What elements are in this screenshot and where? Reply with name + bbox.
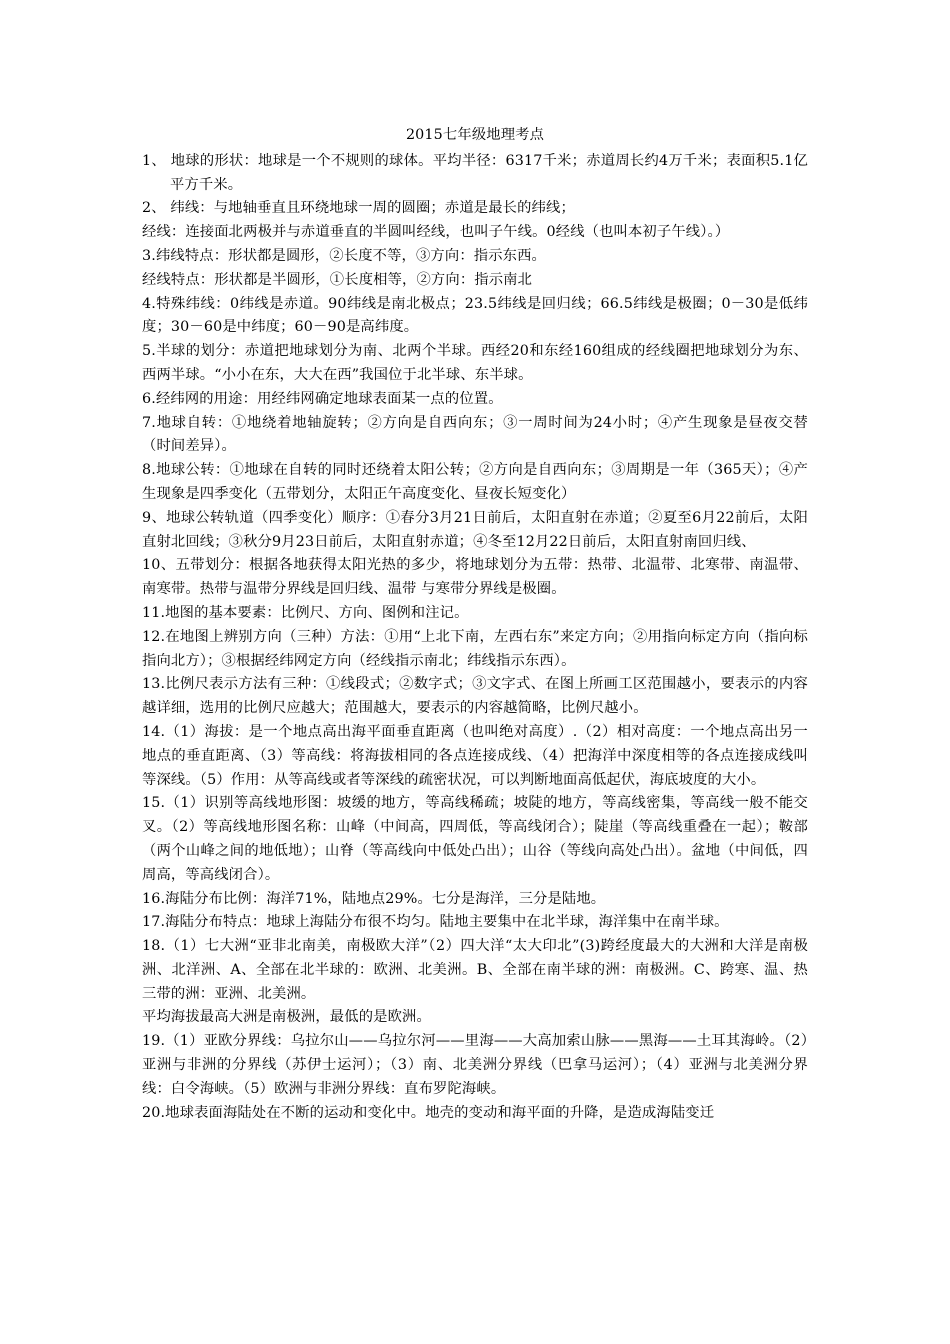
paragraph-5: 经线特点：形状都是半圆形，①长度相等，②方向：指示南北 <box>142 271 533 288</box>
paragraph-7: 5.半球的划分：赤道把地球划分为南、北两个半球。西经20和东经160组成的经线圈把地球划分为东、西两半球。“小小在东，大大在西”我国位于北半球、东半球。 <box>142 343 808 383</box>
paragraph-21: 平均海拔最高大洲是南极洲，最低的是欧洲。 <box>142 1009 431 1026</box>
document-page <box>142 124 808 1125</box>
paragraph-9: 7.地球自转：①地绕着地轴旋转；②方向是自西向东；③一周时间为24小时；④产生现象是昼夜交替（时间差异）。 <box>142 414 808 455</box>
paragraph-6: 4.特殊纬线：0纬线是赤道。90纬线是南北极点；23.5纬线是回归线；66.5纬线是极圈；0－30是低纬度；30－60是中纬度；60－90是高纬度。 <box>142 295 808 336</box>
paragraph-8: 6.经纬网的用途：用经纬网确定地球表面某一点的位置。 <box>142 390 503 407</box>
paragraph-10: 8.地球公转：①地球在自转的同时还绕着太阳公转；②方向是自西向东；③周期是一年（365天）；④产生现象是四季变化（五带划分，太阳正午高度变化、昼夜长短变化） <box>142 462 808 502</box>
paragraph-12: 10、五带划分：根据各地获得太阳光热的多少，将地球划分为五带：热带、北温带、北寒带、南温带、南寒带。热带与温带分界线是回归线、温带 与寒带分界线是极圈。 <box>142 557 808 598</box>
paragraph-23: 20.地球表面海陆处在不断的运动和变化中。地壳的变动和海平面的升降，是造成海陆变迁 <box>142 1104 715 1121</box>
paragraph-11: 9、地球公转轨道（四季变化）顺序：①春分3月21日前后，太阳直射在赤道；②夏至6月22前后，太阳直射北回线；③秋分9月23日前后，太阳直射赤道；④冬至12月22日前后，太阳直射南回归线、 <box>142 509 808 550</box>
paragraph-20: 18.（1）七大洲“亚非北南美，南极欧大洋”（2）四大洋“太大印北”(3)跨经度最大的大洲和大洋是南极洲、北洋洲、A、全部在北半球的：欧洲、北美洲。B、全部在南半球的洲：南极洲。C、跨寒、温、热三带的洲：亚洲、北美洲。 <box>142 938 808 1002</box>
paragraph-2: 2、 纬线：与地轴垂直且环绕地球一周的圆圈；赤道是最长的纬线； <box>142 200 575 217</box>
paragraph-1: 1、 地球的形状：地球是一个不规则的球体。平均半径：6317千米；赤道周长约4万千米；表面积5.1亿平方千米。 <box>142 152 808 193</box>
paragraph-14: 12.在地图上辨别方向（三种）方法：①用“上北下南，左西右东”来定方向；②用指向标定方向（指向标指向北方）；③根据经纬网定方向（经线指示南北；纬线指示东西）。 <box>142 628 808 669</box>
paragraph-17: 15.（1）识别等高线地形图：坡缓的地方，等高线稀疏；坡陡的地方，等高线密集，等高线一般不能交叉。（2）等高线地形图名称：山峰（中间高，四周低，等高线闭合）；陡崖（等高线重叠在一起）；鞍部（两个山峰之间的地低地）；山脊（等高线向中低处凸出）；山谷（等线向高处凸出）。盆地（中间低，四周高，等高线闭合）。 <box>142 795 808 883</box>
paragraph-13: 11.地图的基本要素：比例尺、方向、图例和注记。 <box>142 604 469 621</box>
paragraph-4: 3.纬线特点：形状都是圆形，②长度不等，③方向：指示东西。 <box>142 247 547 264</box>
paragraph-22: 19.（1）亚欧分界线：乌拉尔山——乌拉尔河——里海——大高加索山脉——黑海——土耳其海岭。（2）亚洲与非洲的分界线（苏伊士运河）；（3）南、北美洲分界线（巴拿马运河）；（4）亚洲与北美洲分界线：白令海峡。（5）欧洲与非洲分界线：直布罗陀海峡。 <box>142 1033 808 1097</box>
paragraph-18: 16.海陆分布比例：海洋71%，陆地点29%。七分是海洋，三分是陆地。 <box>142 890 606 907</box>
document-title: 2015七年级地理考点 <box>405 127 545 143</box>
paragraph-16: 14.（1）海拔：是一个地点高出海平面垂直距离（也叫绝对高度）.（2）相对高度：一个地点高出另一地点的垂直距离、（3）等高线：将海拔相同的各点连接成线、（4）把海洋中深度相等的各点连接成线叫等深线。（5）作用：从等高线或者等深线的疏密状况，可以判断地面高低起伏，海底坡度的大小。 <box>142 723 808 788</box>
paragraph-19: 17.海陆分布特点：地球上海陆分布很不均匀。陆地主要集中在北半球，海洋集中在南半球。 <box>142 914 729 931</box>
paragraph-15: 13.比例尺表示方法有三种：①线段式；②数字式；③文字式、在图上所画工区范围越小，要表示的内容越详细，选用的比例尺应越大；范围越大，要表示的内容越简略，比例尺越小。 <box>142 676 808 717</box>
paragraph-3: 经线：连接面北两极并与赤道垂直的半圆叫经线，也叫子午线。0经线（也叫本初子午线）。） <box>142 224 730 241</box>
